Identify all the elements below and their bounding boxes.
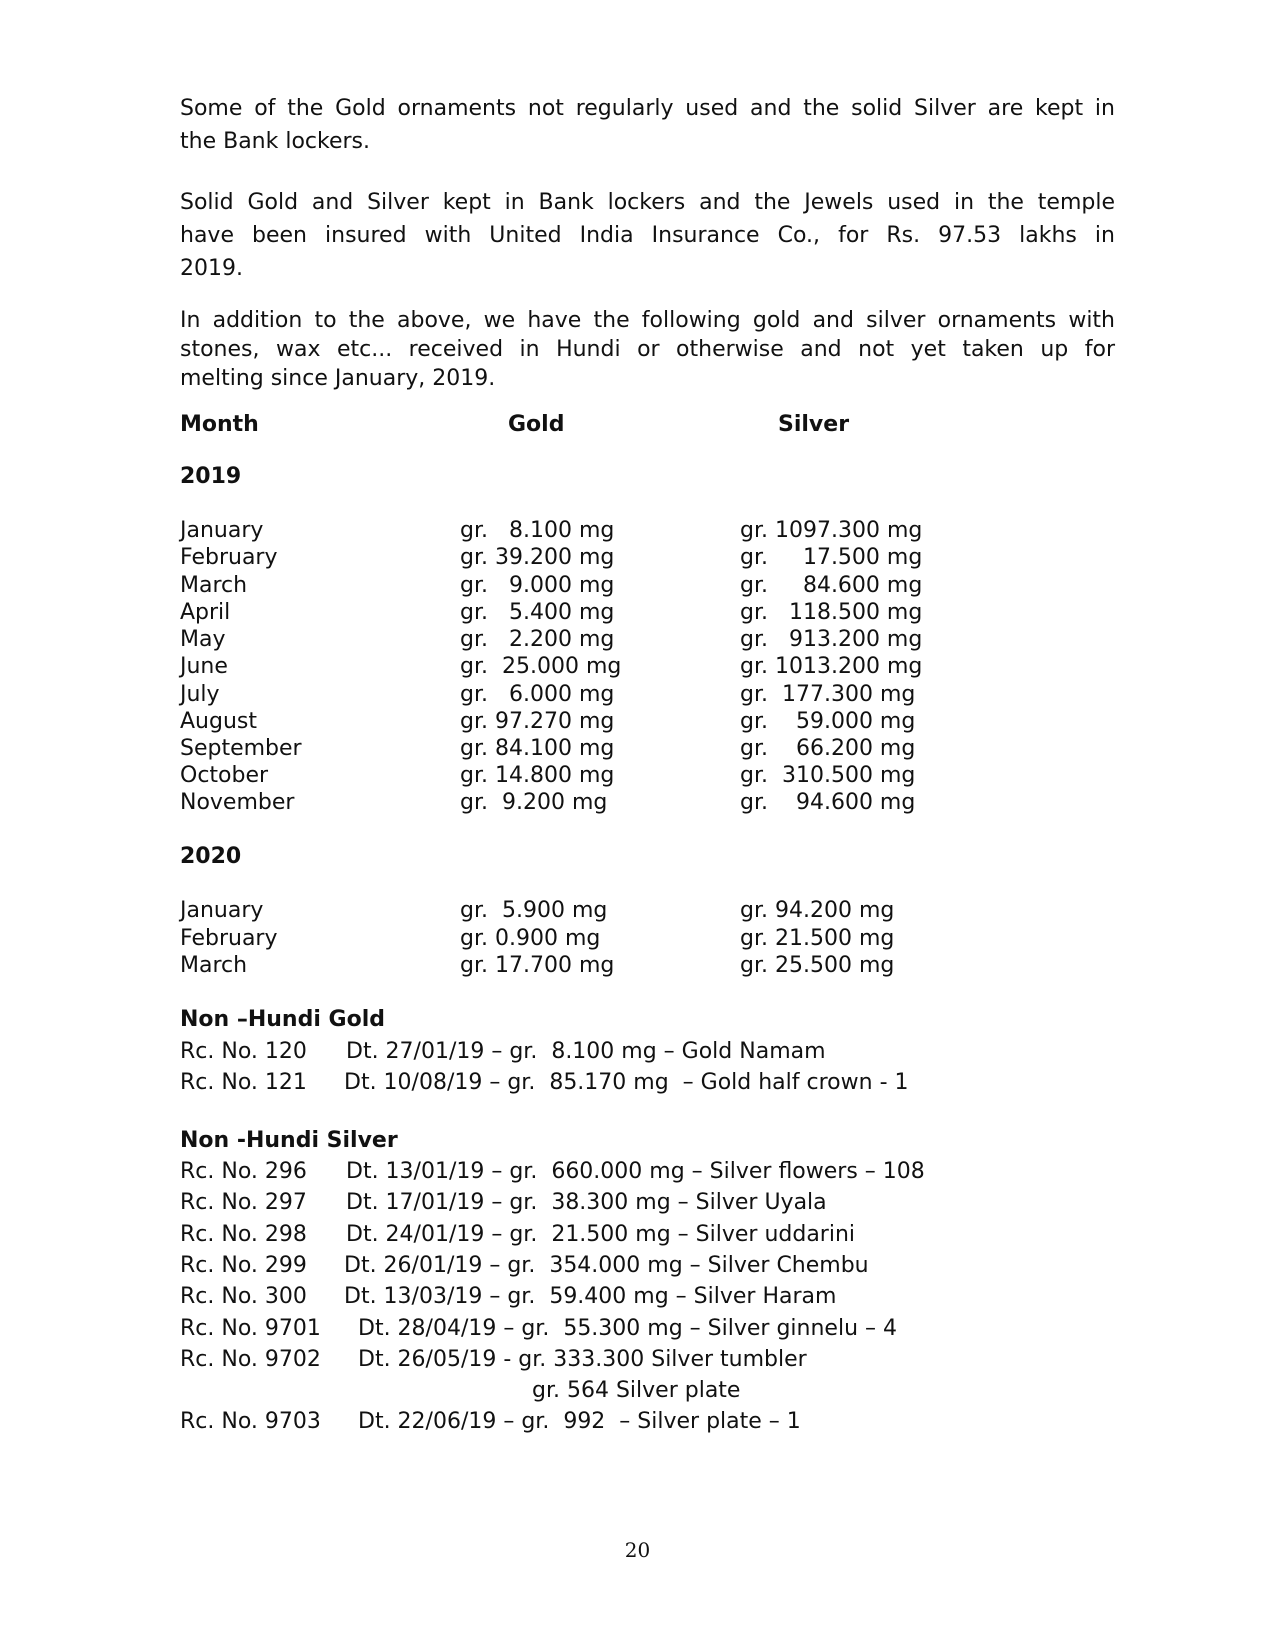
receipt-detail: Dt. 13/01/19 – gr. 660.000 mg – Silver flowers – 108 (346, 1159, 925, 1184)
month-cell: March (180, 573, 248, 598)
month-cell: May (180, 627, 226, 652)
silver-cell: gr. 118.500 mg (740, 600, 923, 625)
receipt-detail: Dt. 28/04/19 – gr. 55.300 mg – Silver ginnelu – 4 (358, 1316, 897, 1341)
gold-cell: gr. 17.700 mg (460, 953, 615, 978)
silver-cell: gr. 59.000 mg (740, 709, 916, 734)
receipt-number: Rc. No. 297 (180, 1190, 307, 1215)
page-number: 20 (624, 1538, 651, 1562)
header-silver: Silver (778, 412, 850, 437)
receipt-number: Rc. No. 9703 (180, 1409, 321, 1434)
table-row (180, 763, 1115, 791)
gold-cell: gr. 5.400 mg (460, 600, 615, 625)
silver-cell: gr. 177.300 mg (740, 682, 916, 707)
paragraph-line: the Bank lockers. (180, 129, 371, 154)
silver-cell: gr. 94.600 mg (740, 790, 916, 815)
silver-cell: gr. 25.500 mg (740, 953, 895, 978)
month-cell: July (180, 682, 220, 707)
silver-cell: gr. 66.200 mg (740, 736, 916, 761)
paragraph-line: 2019. (180, 256, 243, 281)
silver-cell: gr. 1097.300 mg (740, 518, 923, 543)
gold-cell: gr. 9.200 mg (460, 790, 608, 815)
silver-cell: gr. 84.600 mg (740, 573, 923, 598)
paragraph-additional-ornaments (180, 306, 1115, 393)
silver-cell: gr. 1013.200 mg (740, 654, 923, 679)
table-row (180, 600, 1115, 628)
gold-cell: gr. 9.000 mg (460, 573, 615, 598)
receipt-detail: Dt. 27/01/19 – gr. 8.100 mg – Gold Namam (346, 1039, 826, 1064)
paragraph-line: melting since January, 2019. (180, 366, 496, 391)
header-month: Month (180, 412, 259, 437)
gold-cell: gr. 39.200 mg (460, 545, 615, 570)
table-row (180, 682, 1115, 710)
receipt-detail: Dt. 17/01/19 – gr. 38.300 mg – Silver Uyala (346, 1190, 827, 1215)
table-row (180, 926, 1115, 954)
gold-cell: gr. 2.200 mg (460, 627, 615, 652)
table-row (180, 627, 1115, 655)
gold-cell: gr. 6.000 mg (460, 682, 615, 707)
receipt-number: Rc. No. 300 (180, 1284, 307, 1309)
receipt-number: Rc. No. 121 (180, 1070, 307, 1095)
paragraph-bank-lockers (180, 92, 1115, 158)
month-cell: November (180, 790, 295, 815)
receipt-detail: Dt. 13/03/19 – gr. 59.400 mg – Silver Haram (344, 1284, 837, 1309)
silver-cell: gr. 21.500 mg (740, 926, 895, 951)
receipt-number: Rc. No. 296 (180, 1159, 307, 1184)
receipt-number: Rc. No. 9701 (180, 1316, 321, 1341)
document-page (180, 0, 1115, 1650)
receipt-number: Rc. No. 9702 (180, 1347, 321, 1372)
receipt-detail: Dt. 10/08/19 – gr. 85.170 mg – Gold half crown - 1 (344, 1070, 909, 1095)
month-cell: April (180, 600, 231, 625)
silver-cell: gr. 310.500 mg (740, 763, 916, 788)
paragraph-line: In addition to the above, we have the following gold and silver ornaments with (180, 308, 1115, 333)
receipt-detail: Dt. 24/01/19 – gr. 21.500 mg – Silver uddarini (346, 1222, 856, 1247)
month-cell: June (180, 654, 228, 679)
paragraph-line: stones, wax etc... received in Hundi or otherwise and not yet taken up for (180, 337, 1115, 362)
receipt-number: Rc. No. 299 (180, 1253, 307, 1278)
section-title-non-hundi-gold: Non –Hundi Gold (180, 1007, 385, 1032)
month-cell: February (180, 926, 278, 951)
table-row (180, 545, 1115, 573)
month-cell: October (180, 763, 269, 788)
paragraph-insurance (180, 186, 1115, 285)
gold-cell: gr. 25.000 mg (460, 654, 622, 679)
table-row (180, 654, 1115, 682)
year-heading-2020: 2020 (180, 844, 242, 869)
month-cell: September (180, 736, 302, 761)
silver-cell: gr. 94.200 mg (740, 898, 895, 923)
receipt-detail: Dt. 26/01/19 – gr. 354.000 mg – Silver Chembu (344, 1253, 869, 1278)
gold-cell: gr. 8.100 mg (460, 518, 615, 543)
gold-cell: gr. 0.900 mg (460, 926, 601, 951)
receipt-detail-continuation: gr. 564 Silver plate (532, 1378, 741, 1403)
month-cell: August (180, 709, 257, 734)
gold-cell: gr. 84.100 mg (460, 736, 615, 761)
paragraph-line: Solid Gold and Silver kept in Bank lockers and the Jewels used in the temple (180, 190, 1115, 215)
paragraph-line: Some of the Gold ornaments not regularly used and the solid Silver are kept in (180, 96, 1115, 121)
header-gold: Gold (508, 412, 565, 437)
silver-cell: gr. 913.200 mg (740, 627, 923, 652)
table-row (180, 790, 1115, 818)
section-title-non-hundi-silver: Non -Hundi Silver (180, 1128, 398, 1153)
receipt-number: Rc. No. 120 (180, 1039, 307, 1064)
month-cell: February (180, 545, 278, 570)
silver-cell: gr. 17.500 mg (740, 545, 923, 570)
table-row (180, 709, 1115, 737)
receipt-number: Rc. No. 298 (180, 1222, 307, 1247)
table-row (180, 898, 1115, 926)
gold-cell: gr. 97.270 mg (460, 709, 615, 734)
table-row (180, 518, 1115, 546)
gold-cell: gr. 14.800 mg (460, 763, 615, 788)
gold-cell: gr. 5.900 mg (460, 898, 608, 923)
year-heading-2019: 2019 (180, 464, 242, 489)
receipt-detail: Dt. 22/06/19 – gr. 992 – Silver plate – 1 (358, 1409, 801, 1434)
table-row (180, 573, 1115, 601)
month-cell: January (180, 518, 264, 543)
table-row (180, 736, 1115, 764)
month-cell: March (180, 953, 248, 978)
paragraph-line: have been insured with United India Insurance Co., for Rs. 97.53 lakhs in (180, 223, 1115, 248)
month-cell: January (180, 898, 264, 923)
receipt-detail: Dt. 26/05/19 - gr. 333.300 Silver tumbler (358, 1347, 807, 1372)
table-row (180, 953, 1115, 981)
